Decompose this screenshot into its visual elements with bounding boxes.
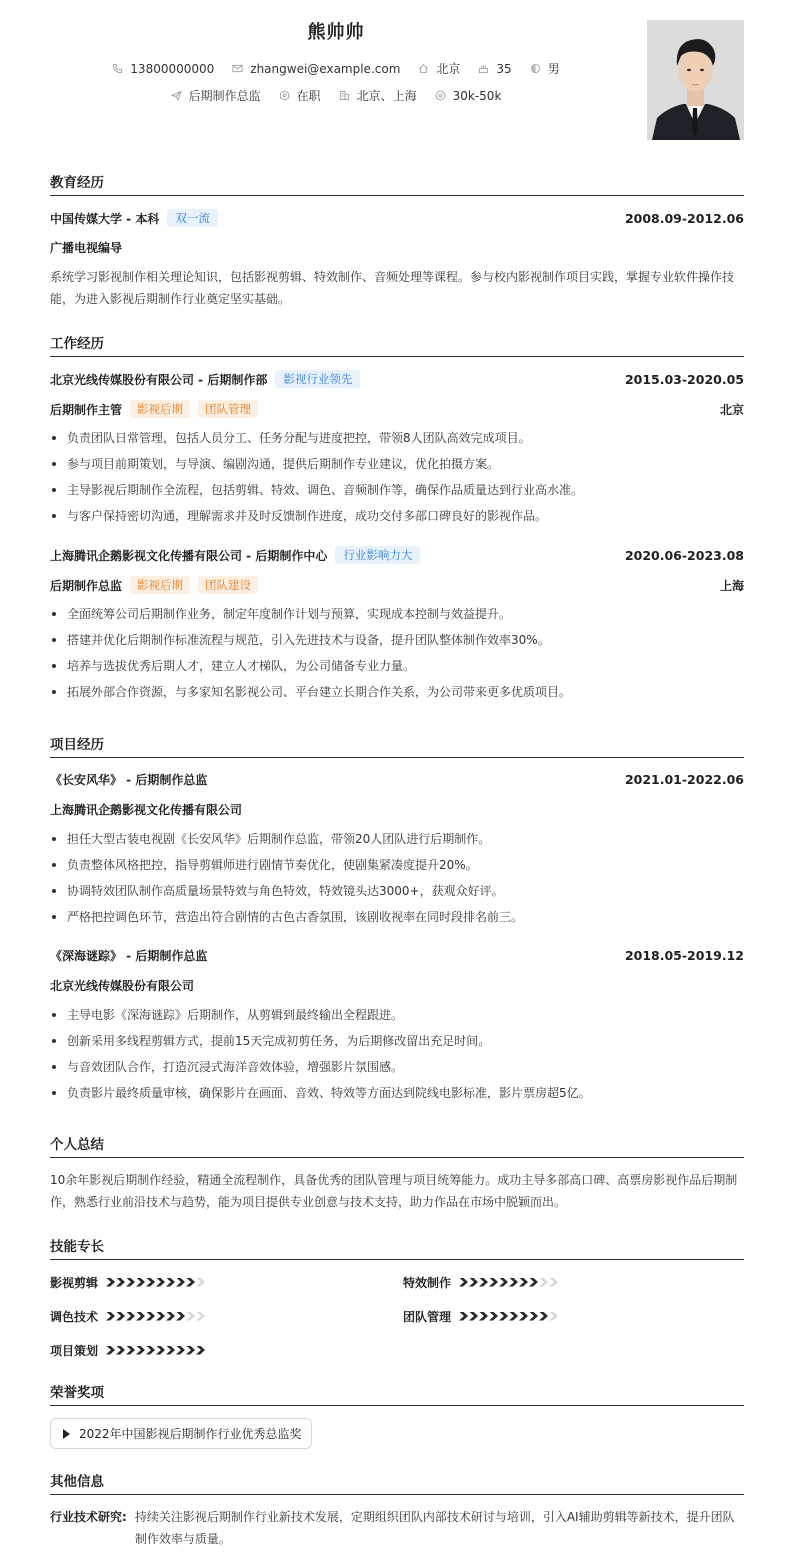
position-info [171, 87, 261, 104]
play-triangle-icon [63, 1429, 70, 1439]
skill-level-bar [106, 1310, 206, 1324]
skill-level-bar [106, 1344, 206, 1358]
project-company: 上海腾讯企鹅影视文化传播有限公司 [50, 803, 243, 817]
skill-tag: 影视后期 [130, 400, 190, 418]
education-header [50, 209, 744, 227]
portrait-illustration [647, 20, 744, 140]
position-text: 后期制作总监 [188, 89, 261, 103]
project-bullets-2 [50, 1005, 744, 1109]
projects-section-title: 项目经历 [50, 733, 744, 758]
school-tag: 双一流 [167, 209, 218, 227]
project-company: 北京光线传媒股份有限公司 [50, 979, 195, 993]
list-item: 与客户保持密切沟通，理解需求并及时反馈制作进度，成功交付多部口碑良好的影视作品。 [50, 506, 744, 532]
home-icon [418, 63, 429, 74]
major-row [50, 239, 744, 256]
education-section-title: 教育经历 [50, 171, 744, 196]
skill-chevron-icon [196, 1312, 205, 1321]
skill-chevron-icon [196, 1278, 205, 1287]
list-item: 全面统筹公司后期制作业务，制定年度制作计划与预算，实现成本控制与效益提升。 [50, 604, 744, 630]
send-icon [171, 90, 182, 101]
building-icon [339, 90, 350, 101]
skill-chevron-icon [186, 1278, 195, 1287]
list-item: 负责团队日常管理，包括人员分工、任务分配与进度把控，带领8人团队高效完成项目。 [50, 428, 744, 454]
gender-info [530, 60, 560, 77]
work-header-1 [50, 370, 744, 388]
skill-item [403, 1308, 559, 1325]
work-role-2 [50, 576, 744, 594]
mail-icon [232, 63, 243, 74]
list-item: 拓展外部合作资源，与多家知名影视公司、平台建立长期合作关系，为公司带来更多优质项目。 [50, 682, 744, 708]
salary-text: 30k-50k [452, 88, 502, 103]
work-role-1 [50, 400, 744, 418]
project-name: 《长安风华》 - 后期制作总监 [50, 773, 208, 787]
status-info [279, 87, 321, 104]
phone-icon [112, 63, 123, 74]
skill-chevron-icon [176, 1312, 185, 1321]
skill-chevron-icon [116, 1346, 125, 1355]
coin-icon [435, 90, 446, 101]
project-company-1 [50, 801, 744, 818]
skill-chevron-icon [146, 1346, 155, 1355]
work-date: 2015.03-2020.05 [624, 371, 744, 387]
skill-chevron-icon [136, 1312, 145, 1321]
skill-chevron-icon [196, 1346, 205, 1355]
other-text: 持续关注影视后期制作行业新技术发展，定期组织团队内部技术研讨与培训，引入AI辅助剪辑等新技术，提升团队制作效率与质量。 [134, 1510, 735, 1546]
city-text: 北京 [436, 62, 461, 76]
skill-chevron-icon [549, 1278, 558, 1287]
project-date: 2018.05-2019.12 [624, 948, 744, 963]
skill-chevron-icon [479, 1312, 488, 1321]
gender-text: 男 [547, 62, 560, 76]
school-name: 中国传媒大学 - 本科 [50, 211, 160, 226]
skill-tag: 影视后期 [130, 576, 190, 594]
skill-chevron-icon [186, 1312, 195, 1321]
skill-tag: 团队建设 [198, 576, 258, 594]
city-info [418, 60, 460, 77]
skill-chevron-icon [116, 1312, 125, 1321]
other-section-title: 其他信息 [50, 1470, 744, 1495]
skill-item [403, 1274, 559, 1291]
status-icon [279, 90, 290, 101]
list-item: 搭建并优化后期制作标准流程与规范，引入先进技术与设备，提升团队整体制作效率30%。 [50, 630, 744, 656]
list-item: 协调特效团队制作高质量场景特效与角色特效，特效镜头达3000+，获观众好评。 [50, 881, 744, 907]
skill-name: 团队管理 [403, 1310, 452, 1324]
project-company-2 [50, 977, 744, 994]
candidate-name: 熊帅帅 [307, 22, 365, 43]
work-date: 2020.06-2023.08 [624, 547, 744, 563]
skill-chevron-icon [459, 1278, 468, 1287]
skill-name: 影视剪辑 [50, 1276, 99, 1290]
summary-section-title: 个人总结 [50, 1133, 744, 1158]
skill-chevron-icon [106, 1346, 115, 1355]
age-info [478, 62, 511, 76]
list-item: 严格把控调色环节，营造出符合剧情的古色古香氛围，该剧收视率在同时段排名前三。 [50, 907, 744, 933]
skill-chevron-icon [549, 1312, 558, 1321]
skill-chevron-icon [146, 1278, 155, 1287]
project-header-2 [50, 947, 744, 964]
gender-icon [530, 63, 541, 74]
profile-photo [647, 20, 744, 140]
target-city-info [339, 87, 417, 104]
contact-info-row [0, 60, 672, 77]
skill-chevron-icon [156, 1346, 165, 1355]
status-text: 在职 [296, 89, 321, 103]
email-info [232, 62, 400, 76]
skill-chevron-icon [539, 1278, 548, 1287]
list-item: 创新采用多线程剪辑方式，提前15天完成初剪任务，为后期修改留出充足时间。 [50, 1031, 744, 1057]
skill-chevron-icon [469, 1312, 478, 1321]
skill-chevron-icon [166, 1278, 175, 1287]
other-info [50, 1506, 744, 1550]
list-item: 担任大型古装电视剧《长安风华》后期制作总监，带领20人团队进行后期制作。 [50, 829, 744, 855]
skill-chevron-icon [146, 1312, 155, 1321]
phone-info [112, 62, 214, 76]
cake-icon [478, 63, 489, 74]
work-bullets-1 [50, 428, 744, 532]
work-location: 上海 [719, 578, 744, 593]
skills-section-title: 技能专长 [50, 1235, 744, 1260]
honors-section-title: 荣誉奖项 [50, 1381, 744, 1406]
skill-chevron-icon [529, 1278, 538, 1287]
list-item: 负责影片最终质量审核，确保影片在画面、音效、特效等方面达到院线电影标准，影片票房超5亿。 [50, 1083, 744, 1109]
skill-chevron-icon [519, 1312, 528, 1321]
skill-chevron-icon [126, 1312, 135, 1321]
list-item: 主导影视后期制作全流程，包括剪辑、特效、调色、音频制作等，确保作品质量达到行业高水准。 [50, 480, 744, 506]
skill-chevron-icon [106, 1312, 115, 1321]
skill-chevron-icon [106, 1278, 115, 1287]
skill-chevron-icon [459, 1312, 468, 1321]
project-date: 2021.01-2022.06 [624, 772, 744, 787]
skill-tag: 团队管理 [198, 400, 258, 418]
skill-chevron-icon [156, 1278, 165, 1287]
email-text: zhangwei@example.com [250, 61, 401, 76]
skill-name: 项目策划 [50, 1344, 99, 1358]
skill-chevron-icon [509, 1278, 518, 1287]
skill-chevron-icon [156, 1312, 165, 1321]
company-tag: 影视行业领先 [275, 370, 360, 388]
skill-chevron-icon [469, 1278, 478, 1287]
skill-chevron-icon [479, 1278, 488, 1287]
skill-chevron-icon [136, 1346, 145, 1355]
skill-name: 特效制作 [403, 1276, 452, 1290]
education-description: 系统学习影视制作相关理论知识，包括影视剪辑、特效制作、音频处理等课程。参与校内影视制作项目实践，掌握专业软件操作技能，为进入影视后期制作行业奠定坚实基础。 [50, 270, 735, 306]
list-item: 主导电影《深海谜踪》后期制作，从剪辑到最终输出全程跟进。 [50, 1005, 744, 1031]
skill-item [50, 1342, 206, 1359]
major-name: 广播电视编导 [50, 241, 123, 255]
skill-chevron-icon [116, 1278, 125, 1287]
company-tag: 行业影响力大 [335, 546, 420, 564]
other-label: 行业技术研究: [50, 1510, 127, 1524]
work-header-2 [50, 546, 744, 564]
work-location: 北京 [719, 402, 744, 417]
skill-chevron-icon [499, 1312, 508, 1321]
skill-chevron-icon [166, 1346, 175, 1355]
skill-chevron-icon [539, 1312, 548, 1321]
work-bullets-2 [50, 604, 744, 708]
skill-chevron-icon [489, 1278, 498, 1287]
award-item[interactable] [50, 1418, 312, 1449]
list-item: 与音效团队合作，打造沉浸式海洋音效体验，增强影片氛围感。 [50, 1057, 744, 1083]
phone-text: 13800000000 [130, 61, 215, 76]
skill-chevron-icon [509, 1312, 518, 1321]
summary-text: 10余年影视后期制作经验，精通全流程制作，具备优秀的团队管理与项目统筹能力。成功主导多部高口碑、高票房影视作品后期制作，熟悉行业前沿技术与趋势，能为项目提供专业创意与技术支持，助力作品在市场中脱颖而出。 [50, 1173, 738, 1209]
skill-chevron-icon [519, 1278, 528, 1287]
target-city-text: 北京、上海 [356, 89, 417, 103]
skill-chevron-icon [166, 1312, 175, 1321]
company-name: 北京光线传媒股份有限公司 - 后期制作部 [50, 372, 268, 387]
skill-level-bar [106, 1276, 206, 1290]
skill-chevron-icon [499, 1278, 508, 1287]
skill-chevron-icon [176, 1278, 185, 1287]
list-item: 参与项目前期策划，与导演、编剧沟通，提供后期制作专业建议，优化拍摄方案。 [50, 454, 744, 480]
company-name: 上海腾讯企鹅影视文化传播有限公司 - 后期制作中心 [50, 548, 328, 563]
project-name: 《深海谜踪》 - 后期制作总监 [50, 949, 208, 963]
salary-info [435, 89, 502, 103]
skill-chevron-icon [489, 1312, 498, 1321]
skill-level-bar [459, 1310, 559, 1324]
award-text: 2022年中国影视后期制作行业优秀总监奖 [79, 1427, 302, 1441]
skill-chevron-icon [126, 1278, 135, 1287]
job-info-row [0, 87, 672, 104]
skill-level-bar [459, 1276, 559, 1290]
list-item: 负责整体风格把控，指导剪辑师进行剧情节奏优化，使剧集紧凑度提升20%。 [50, 855, 744, 881]
project-header-1 [50, 771, 744, 788]
skill-item [50, 1308, 206, 1325]
work-section-title: 工作经历 [50, 332, 744, 357]
skill-item [50, 1274, 206, 1291]
skill-chevron-icon [186, 1346, 195, 1355]
list-item: 培养与选拔优秀后期人才，建立人才梯队，为公司储备专业力量。 [50, 656, 744, 682]
project-bullets-1 [50, 829, 744, 933]
education-date: 2008.09-2012.06 [624, 210, 744, 226]
skill-chevron-icon [529, 1312, 538, 1321]
skill-chevron-icon [126, 1346, 135, 1355]
age-text: 35 [496, 61, 512, 76]
skill-name: 调色技术 [50, 1310, 99, 1324]
skill-chevron-icon [176, 1346, 185, 1355]
job-title: 后期制作总监 [50, 578, 123, 593]
skill-chevron-icon [136, 1278, 145, 1287]
job-title: 后期制作主管 [50, 402, 123, 417]
